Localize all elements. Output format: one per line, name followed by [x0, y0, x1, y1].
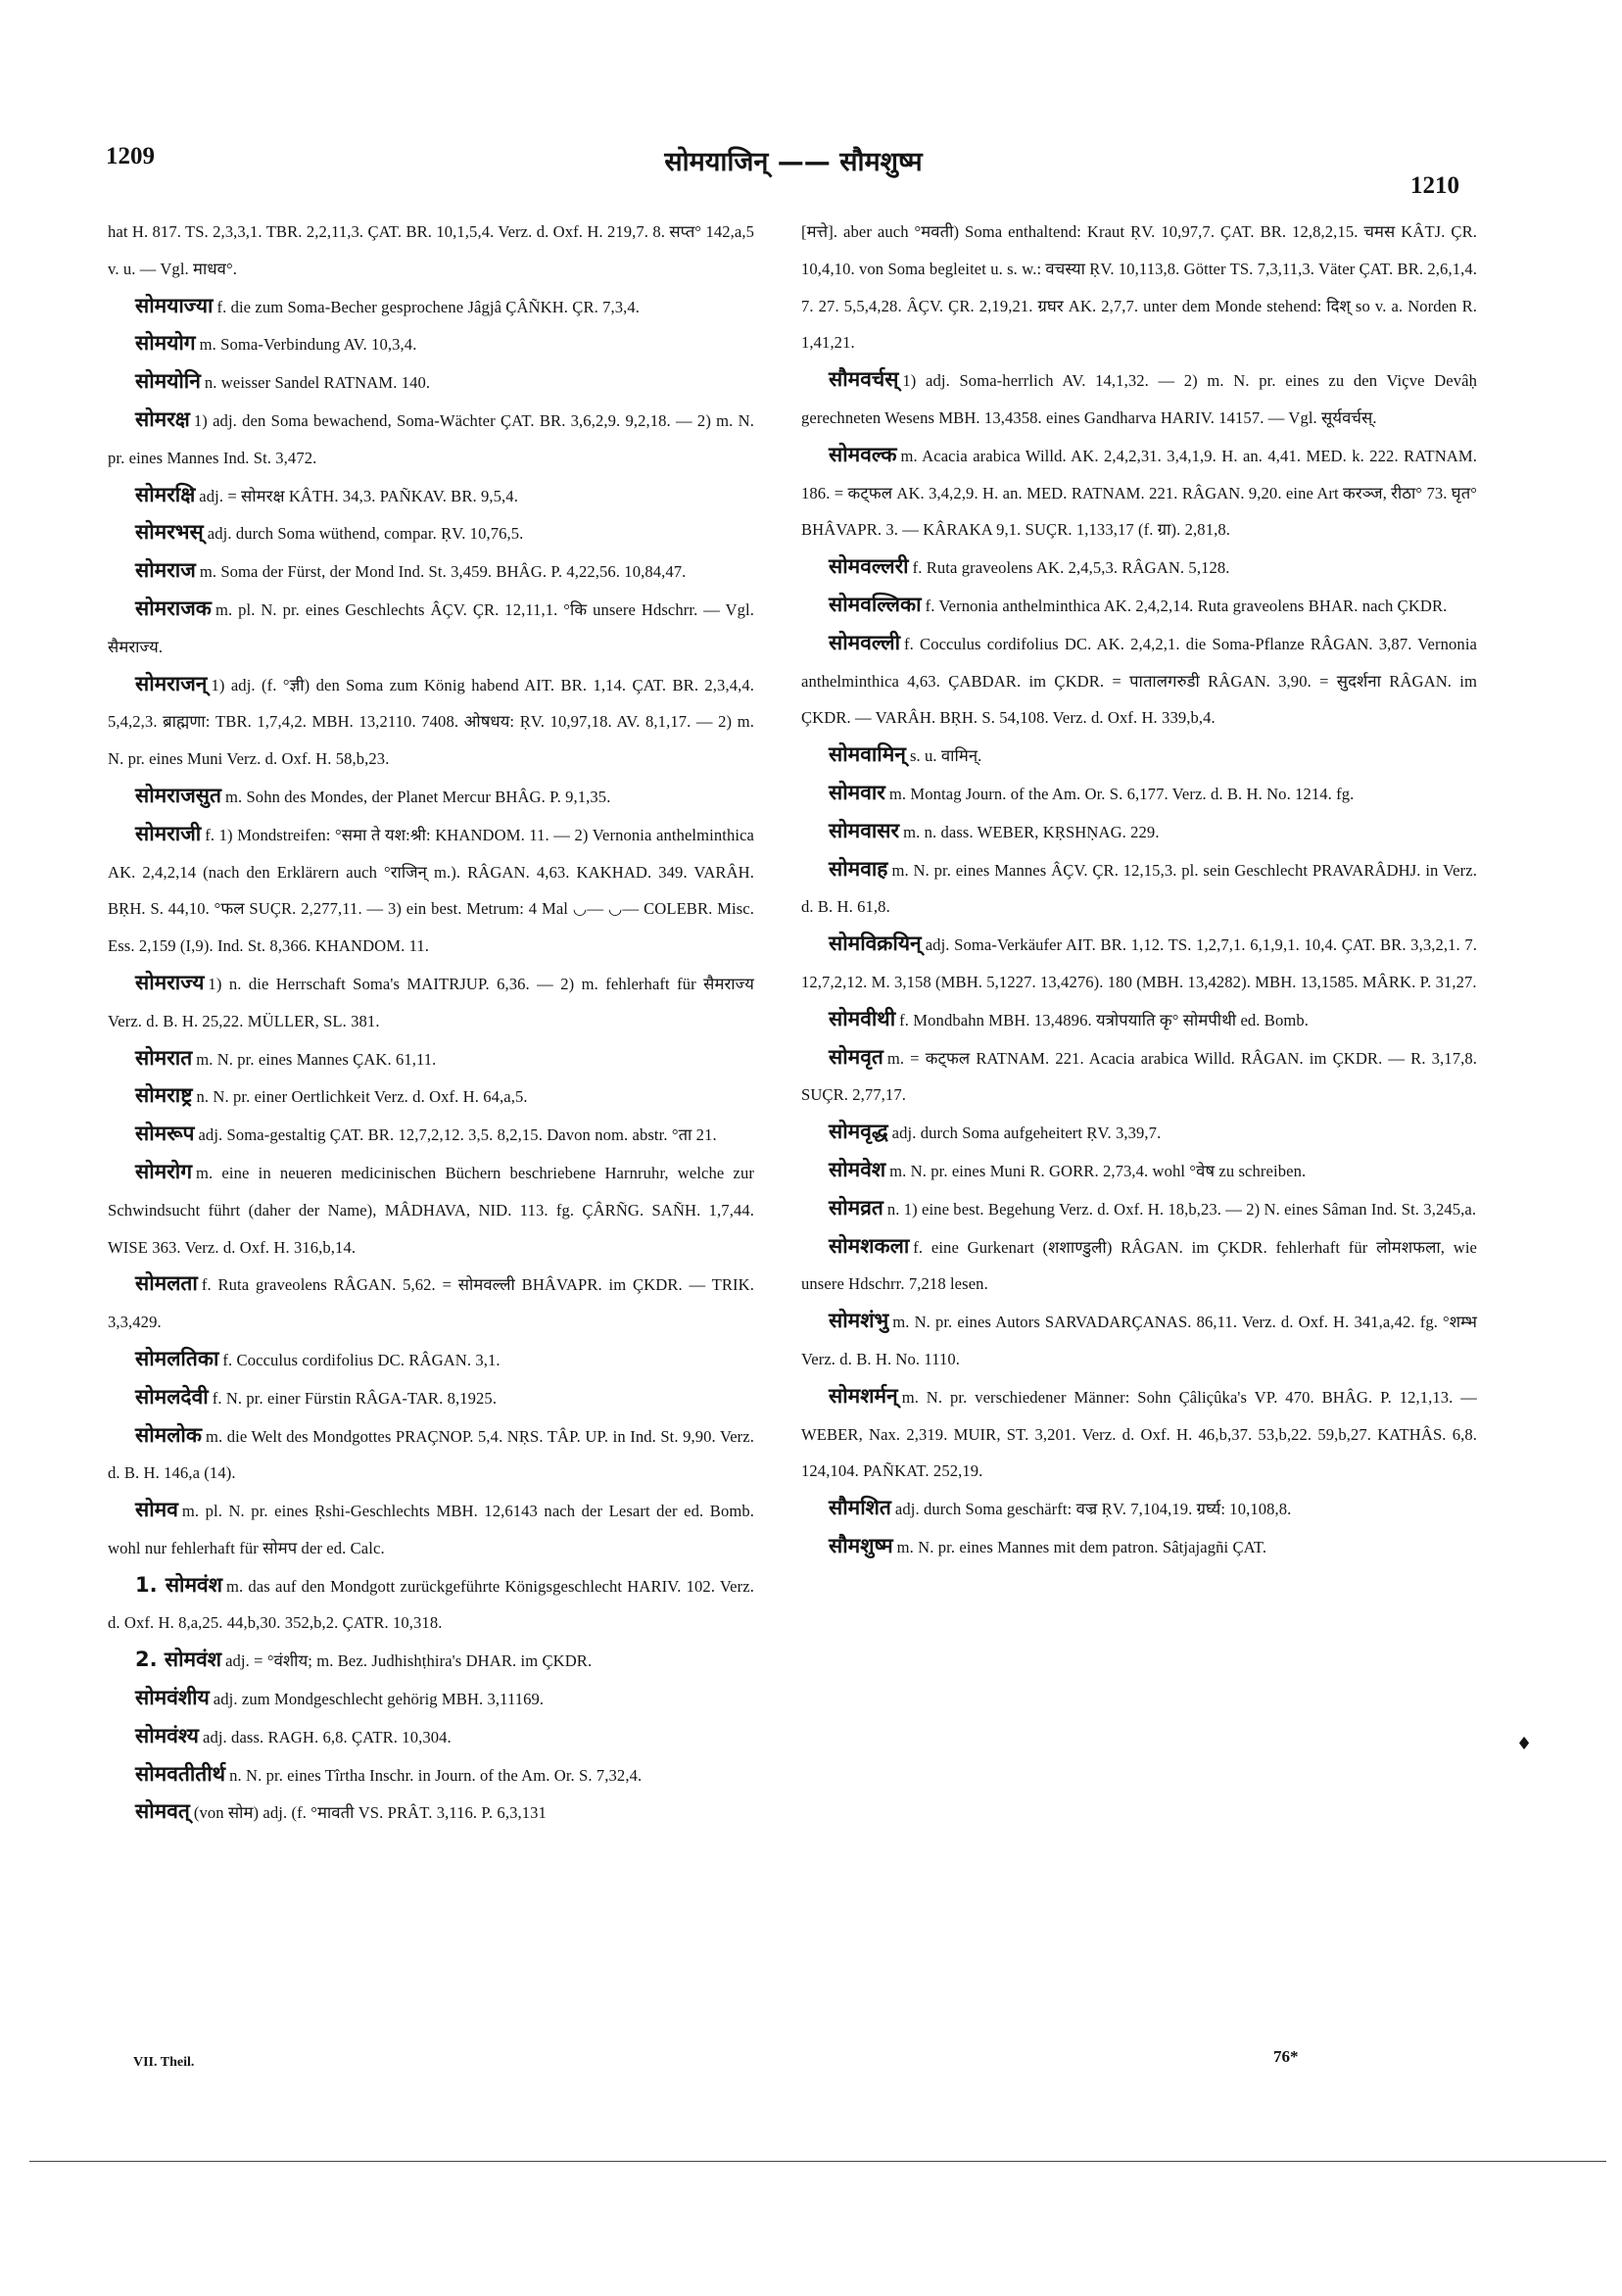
- entry-text: (von सोम) adj. (f. °मावती VS. PRÂT. 3,116. P. 6,3,131: [193, 1803, 547, 1823]
- entry-headword: सोमवामिन्: [829, 742, 906, 767]
- dictionary-entry: [108, 778, 754, 816]
- entry-text: 1) adj. (f. °ज्ञी) den Soma zum König habend AIT. BR. 1,14. ÇAT. BR. 2,3,4,4. 5,4,2,3. ब्राह्मणा: TBR. 1,7,4,2. MBH. 13,2110. 7408. ओषधय: ṚV. 10,97,18. AV. 8,1,17. — 2) m. N. pr. eines Muni Verz. d. Oxf. H. 58,b,23.: [108, 675, 754, 769]
- entry-headword: सोमराजन्: [135, 671, 208, 695]
- dictionary-entry: [108, 1718, 754, 1756]
- entry-headword: सौमशुष्म: [829, 1533, 893, 1557]
- entry-headword: सोमवंश्य: [135, 1723, 199, 1747]
- entry-headword: सोमवाह: [829, 856, 888, 881]
- dictionary-entry: [108, 1266, 754, 1341]
- dictionary-entry: [108, 552, 754, 591]
- footer-number: 76*: [1273, 2047, 1299, 2066]
- entry-text: adj. durch Soma geschärft: वज्र ṚV. 7,104,19. ग्रर्घ्य: 10,108,8.: [894, 1500, 1292, 1519]
- dictionary-entry: [108, 1794, 754, 1832]
- dictionary-entry: [801, 1001, 1477, 1039]
- entry-headword: सोमवासर: [829, 818, 900, 842]
- margin-mark: ♦: [1516, 1734, 1533, 1754]
- dictionary-entry: [108, 1492, 754, 1567]
- entry-headword: सोमवल्लरी: [829, 554, 909, 579]
- entry-headword: सोमरभस्: [135, 520, 204, 545]
- entry-text: m. = कट्फल RATNAM. 221. Acacia arabica Willd. RÂGAN. im ÇKDR. — R. 3,17,8. SUÇR. 2,77,17.: [801, 1048, 1477, 1105]
- entry-headword: सोमवृद्ध: [829, 1120, 888, 1144]
- entry-headword: सोमवार: [829, 780, 885, 804]
- dictionary-entry: [801, 1303, 1477, 1378]
- dictionary-entry: [108, 288, 754, 326]
- entry-headword: सोमरोग: [135, 1159, 193, 1183]
- entry-text: m. die Welt des Mondgottes PRAÇNOP. 5,4. NṚS. TÂP. UP. in Ind. St. 9,90. Verz. d. B. H. 146,a (14).: [108, 1426, 754, 1483]
- entry-headword: सोमवत्: [135, 1799, 190, 1824]
- entry-text: m. N. pr. eines Mannes ÂÇV. ÇR. 12,15,3. pl. sein Geschlecht PRAVARÂDHJ. in Verz. d. B. H. 61,8.: [801, 860, 1477, 917]
- dictionary-entry: [108, 363, 754, 402]
- entry-headword: सोमरात: [135, 1045, 193, 1070]
- dictionary-entry: [108, 402, 754, 477]
- signature-mark: VII. Theil.: [133, 2055, 195, 2070]
- running-head: सोमयाजिन् —— सौमशुष्म: [664, 147, 923, 177]
- entry-text: m. Montag Journ. of the Am. Or. S. 6,177. Verz. d. B. H. No. 1214. fg.: [888, 784, 1355, 803]
- entry-text: m. das auf den Mondgott zurückgeführte Königsgeschlecht HARIV. 102. Verz. d. Oxf. H. 8,a,25. 44,b,30. 352,b,2. ÇATR. 10,318.: [108, 1576, 754, 1633]
- dictionary-entry: [801, 361, 1477, 437]
- dictionary-entry: [108, 591, 754, 666]
- entry-headword: सौमशित: [829, 1496, 891, 1520]
- entry-headword: सोमशंभु: [829, 1309, 889, 1333]
- dictionary-entry: [801, 1190, 1477, 1228]
- entry-headword: सोमरक्षि: [135, 482, 196, 506]
- entry-text: m. Soma-Verbindung AV. 10,3,4.: [199, 335, 417, 355]
- entry-text: f. 1) Mondstreifen: °समा ते यश:श्री: KHANDOM. 11. — 2) Vernonia anthelminthica AK. 2,4,2,14 (nach den Erklärern auch °राजिन् m.). RÂGAN. 4,63. KAKHAD. 349. VARÂH. BṚH. S. 44,10. °फल SUÇR. 2,277,11. — 3) ein best. Metrum: 4 Mal ◡–– ◡–– COLEBR. Misc. Ess. 2,159 (I,9). Ind. St. 8,366. KHANDOM. 11.: [108, 825, 754, 956]
- entry-headword: सोमराज्य: [135, 970, 205, 994]
- entry-headword: सोमवृत: [829, 1044, 883, 1069]
- entry-headword: सोमयाज्या: [135, 293, 214, 317]
- entry-text: f. die zum Soma-Becher gesprochene Jâgjâ ÇÂÑKH. ÇR. 7,3,4.: [216, 297, 641, 316]
- entry-headword: सोमलतिका: [135, 1346, 219, 1370]
- dictionary-entry: [108, 1417, 754, 1493]
- entry-text: adj. = °वंशीय; m. Bez. Judhishṭhira's DHAR. im ÇKDR.: [225, 1651, 593, 1671]
- entry-text: m. Acacia arabica Willd. AK. 2,4,2,31. 3,4,1,9. H. an. 4,41. MED. k. 222. RATNAM. 186. = कट्फल AK. 3,4,2,9. H. an. MED. RATNAM. 221. RÂGAN. 9,20. eine Art करञ्ज, रीठा° 73. घृत° BHÂVAPR. 3. — KÂRAKA 9,1. SUÇR. 1,133,17 (f. ग्रा). 2,81,8.: [801, 446, 1477, 540]
- dictionary-entry: [108, 477, 754, 515]
- entry-text: f. Cocculus cordifolius DC. RÂGAN. 3,1.: [222, 1350, 501, 1369]
- dictionary-entry: [108, 1756, 754, 1794]
- entry-text: adj. Soma-gestaltig ÇAT. BR. 12,7,2,12. 3,5. 8,2,15. Davon nom. abstr. °ता 21.: [198, 1125, 717, 1145]
- entry-text: m. Sohn des Mondes, der Planet Mercur BHÂG. P. 9,1,35.: [224, 787, 611, 806]
- dictionary-entry: [801, 851, 1477, 927]
- entry-text: m. N. pr. eines Muni R. GORR. 2,73,4. wohl °वेष zu schreiben.: [889, 1161, 1307, 1180]
- dictionary-entry: [801, 587, 1477, 625]
- entry-text: f. Ruta graveolens AK. 2,4,5,3. RÂGAN. 5,128.: [912, 558, 1230, 578]
- entry-text: f. Ruta graveolens RÂGAN. 5,62. = सोमवल्ली BHÂVAPR. im ÇKDR. — TRIK. 3,3,429.: [108, 1275, 754, 1332]
- dictionary-entry: [801, 737, 1477, 775]
- entry-headword: सोमशर्मन्: [829, 1383, 898, 1408]
- right-column: [801, 214, 1477, 1566]
- entry-headword: सोमयोनि: [135, 369, 201, 394]
- entry-headword: सोमलोक: [135, 1422, 202, 1447]
- entry-headword: 2. सोमवंश: [135, 1648, 222, 1672]
- entry-headword: सोमराज: [135, 558, 196, 583]
- entry-text: 1) adj. Soma-herrlich AV. 14,1,32. — 2) m. N. pr. eines zu den Viçve Devâḥ gerechneten Wesens MBH. 13,4358. eines Gandharva HARIV. 14157. — Vgl. सूर्यवर्चस्.: [801, 371, 1477, 427]
- dictionary-entry: [801, 1490, 1477, 1528]
- dictionary-entry: [801, 1528, 1477, 1566]
- entry-headword: सोमराजी: [135, 821, 202, 845]
- entry-text: n. N. pr. einer Oertlichkeit Verz. d. Oxf. H. 64,a,5.: [196, 1087, 528, 1107]
- entry-text: m. Soma der Fürst, der Mond Ind. St. 3,459. BHÂG. P. 4,22,56. 10,84,47.: [199, 562, 687, 582]
- entry-headword: सोमयोग: [135, 331, 196, 356]
- entry-text: adj. durch Soma wüthend, compar. ṚV. 10,76,5.: [207, 524, 524, 544]
- entry-text: adj. = सोमरक्ष KÂTH. 34,3. PAÑKAV. BR. 9,5,4.: [199, 486, 518, 505]
- bottom-rule: [29, 2161, 1606, 2162]
- dictionary-entry: [108, 514, 754, 552]
- entry-text: adj. dass. RAGH. 6,8. ÇATR. 10,304.: [202, 1727, 452, 1746]
- entry-text: n. weisser Sandel RATNAM. 140.: [204, 373, 431, 393]
- entry-headword: सोमशकला: [829, 1233, 910, 1258]
- dictionary-entry: [108, 1379, 754, 1417]
- entry-headword: सोमव्रत: [829, 1195, 883, 1220]
- entry-headword: सोमरक्ष: [135, 407, 190, 431]
- entry-text: m. pl. N. pr. eines Ṛshi-Geschlechts MBH. 12,6143 nach der Lesart der ed. Bomb. wohl nur fehlerhaft für सोमप der ed. Calc.: [108, 1502, 754, 1557]
- dictionary-entry: [108, 1680, 754, 1718]
- entry-text: m. N. pr. verschiedener Männer: Sohn Çâliçûka's VP. 470. BHÂG. P. 12,1,13. — WEBER, Nax. 2,319. MUIR, ST. 3,201. Verz. d. Oxf. H. 46,b,37. 53,b,22. 59,b,27. KATHÂS. 6,8. 124,104. PAÑKAT. 252,19.: [801, 1387, 1477, 1481]
- entry-headword: सोमवल्ली: [829, 630, 901, 654]
- entry-text: n. 1) eine best. Begehung Verz. d. Oxf. H. 18,b,23. — 2) N. eines Sâman Ind. St. 3,245,a.: [886, 1199, 1477, 1219]
- entry-text: 1) adj. den Soma bewachend, Soma-Wächter ÇAT. BR. 3,6,2,9. 9,2,18. — 2) m. N. pr. eines Mannes Ind. St. 3,472.: [108, 410, 754, 467]
- entry-headword: सोमविक्रयिन्: [829, 932, 922, 956]
- entry-text: m. n. dass. WEBER, KṚSHṆAG. 229.: [903, 822, 1160, 841]
- page-number-right: 1210: [1410, 172, 1459, 199]
- dictionary-entry: [801, 549, 1477, 587]
- entry-text: f. eine Gurkenart (शशाण्डुली) RÂGAN. im ÇKDR. fehlerhaft für लोमशफला, wie unsere Hdschrr. 7,218 lesen.: [801, 1237, 1477, 1294]
- dictionary-entry: [108, 1567, 754, 1643]
- dictionary-entry: [801, 926, 1477, 1001]
- entry-text: hat H. 817. TS. 2,3,3,1. TBR. 2,2,11,3. ÇAT. BR. 10,1,5,4. Verz. d. Oxf. H. 219,7. 8. सप्त° 142,a,5 v. u. — Vgl. माधव°.: [108, 222, 754, 278]
- entry-text: f. Cocculus cordifolius DC. AK. 2,4,2,1. die Soma-Pflanze RÂGAN. 3,87. Vernonia anthelminthica 4,63. ÇABDAR. im ÇKDR. = पातालगरुडी RÂGAN. 3,90. = सुदर्शना RÂGAN. im ÇKDR. — VARÂH. BṚH. S. 54,108. Verz. d. Oxf. H. 339,b,4.: [801, 634, 1477, 728]
- dictionary-entry: [801, 1228, 1477, 1304]
- left-column: [108, 214, 754, 1832]
- entry-headword: सोमरूप: [135, 1122, 195, 1146]
- entry-headword: सोमव: [135, 1498, 178, 1522]
- dictionary-entry: [108, 1116, 754, 1154]
- dictionary-entry: [108, 1077, 754, 1116]
- dictionary-entry: [108, 1040, 754, 1078]
- entry-headword: सोमवल्लिका: [829, 592, 922, 616]
- dictionary-entry: [801, 437, 1477, 549]
- entry-text: f. Mondbahn MBH. 13,4896. यत्रोपयाति कृ° सोमपीथी ed. Bomb.: [899, 1010, 1310, 1029]
- entry-text: s. u. वामिन्.: [909, 746, 982, 766]
- dictionary-entry: [108, 1154, 754, 1266]
- entry-text: m. pl. N. pr. eines Geschlechts ÂÇV. ÇR. 12,11,1. °कि unsere Hdschrr. — Vgl. सैमराज्य.: [108, 599, 754, 656]
- page-number-left: 1209: [106, 143, 155, 169]
- dictionary-entry: [108, 1642, 754, 1680]
- entry-text: m. N. pr. eines Mannes mit dem patron. Sâtjajagñi ÇAT.: [896, 1537, 1267, 1556]
- entry-headword: सोमराजक: [135, 596, 212, 620]
- dictionary-entry: [801, 214, 1477, 361]
- entry-text: m. eine in neueren medicinischen Büchern beschriebene Harnruhr, welche zur Schwindsucht führt (daher der Name), MÂDHAVA, NID. 113. fg. ÇÂRÑG. SAÑH. 1,7,44. WISE 363. Verz. d. Oxf. H. 316,b,14.: [108, 1163, 754, 1257]
- dictionary-entry: [801, 1114, 1477, 1152]
- dictionary-entry: [801, 813, 1477, 851]
- entry-text: [मत्ते]. aber auch °मवती) Soma enthaltend: Kraut ṚV. 10,97,7. ÇAT. BR. 12,8,2,15. चमस KÂTJ. ÇR. 10,4,10. von Soma begleitet u. s. w.: वचस्या ṚV. 10,113,8. Götter TS. 7,3,11,3. Väter ÇAT. BR. 2,6,1,4. 7. 27. 5,5,4,28. ÂÇV. ÇR. 2,19,21. ग्रघर AK. 2,7,7. unter dem Monde stehend: दिश् so v. a. Norden R. 1,41,21.: [801, 222, 1477, 353]
- entry-text: adj. zum Mondgeschlecht gehörig MBH. 3,11169.: [213, 1690, 545, 1709]
- entry-text: m. N. pr. eines Autors SARVADARÇANAS. 86,11. Verz. d. Oxf. H. 341,a,42. fg. °शम्भ Verz. d. B. H. No. 1110.: [801, 1313, 1477, 1368]
- dictionary-entry: [108, 666, 754, 778]
- dictionary-entry: [108, 816, 754, 965]
- dictionary-entry: [801, 625, 1477, 737]
- entry-text: adj. Soma-Verkäufer AIT. BR. 1,12. TS. 1,2,7,1. 6,1,9,1. 10,4. ÇAT. BR. 3,3,2,1. 7. 12,7,2,12. M. 3,158 (MBH. 5,1227. 13,4276). 180 (MBH. 13,4282). MBH. 13,1585. MÂRK. P. 31,27.: [801, 935, 1477, 991]
- dictionary-entry: [108, 325, 754, 363]
- dictionary-entry: [108, 214, 754, 288]
- entry-headword: सोमवतीतीर्थ: [135, 1761, 226, 1786]
- entry-headword: 1. सोमवंश: [135, 1572, 222, 1597]
- entry-text: n. N. pr. eines Tîrtha Inschr. in Journ. of the Am. Or. S. 7,32,4.: [229, 1765, 643, 1785]
- dictionary-entry: [108, 965, 754, 1040]
- entry-text: 1) n. die Herrschaft Soma's MAITRJUP. 6,36. — 2) m. fehlerhaft für सैमराज्य Verz. d. B. H. 25,22. MÜLLER, SL. 381.: [108, 974, 754, 1030]
- entry-text: m. N. pr. eines Mannes ÇAK. 61,11.: [196, 1049, 437, 1069]
- entry-text: f. N. pr. einer Fürstin RÂGA-TAR. 8,1925.: [212, 1388, 498, 1408]
- entry-headword: सोमलता: [135, 1271, 198, 1296]
- entry-headword: सोमवल्क: [829, 442, 897, 466]
- entry-headword: सोमवीथी: [829, 1006, 896, 1030]
- dictionary-entry: [801, 1152, 1477, 1190]
- dictionary-entry: [801, 1039, 1477, 1115]
- entry-headword: सौमवर्चस्: [829, 367, 899, 392]
- entry-text: adj. durch Soma aufgeheitert ṚV. 3,39,7.: [891, 1124, 1162, 1143]
- dictionary-entry: [801, 1378, 1477, 1490]
- entry-headword: सोमराष्ट्र: [135, 1083, 193, 1108]
- entry-headword: सोमवेश: [829, 1157, 886, 1181]
- dictionary-entry: [801, 775, 1477, 813]
- entry-headword: सोमराजसुत: [135, 783, 221, 807]
- entry-headword: सोमलदेवी: [135, 1384, 209, 1409]
- entry-text: f. Vernonia anthelminthica AK. 2,4,2,14. Ruta graveolens BHAR. nach ÇKDR.: [925, 596, 1448, 615]
- entry-headword: सोमवंशीय: [135, 1686, 210, 1710]
- dictionary-entry: [108, 1341, 754, 1379]
